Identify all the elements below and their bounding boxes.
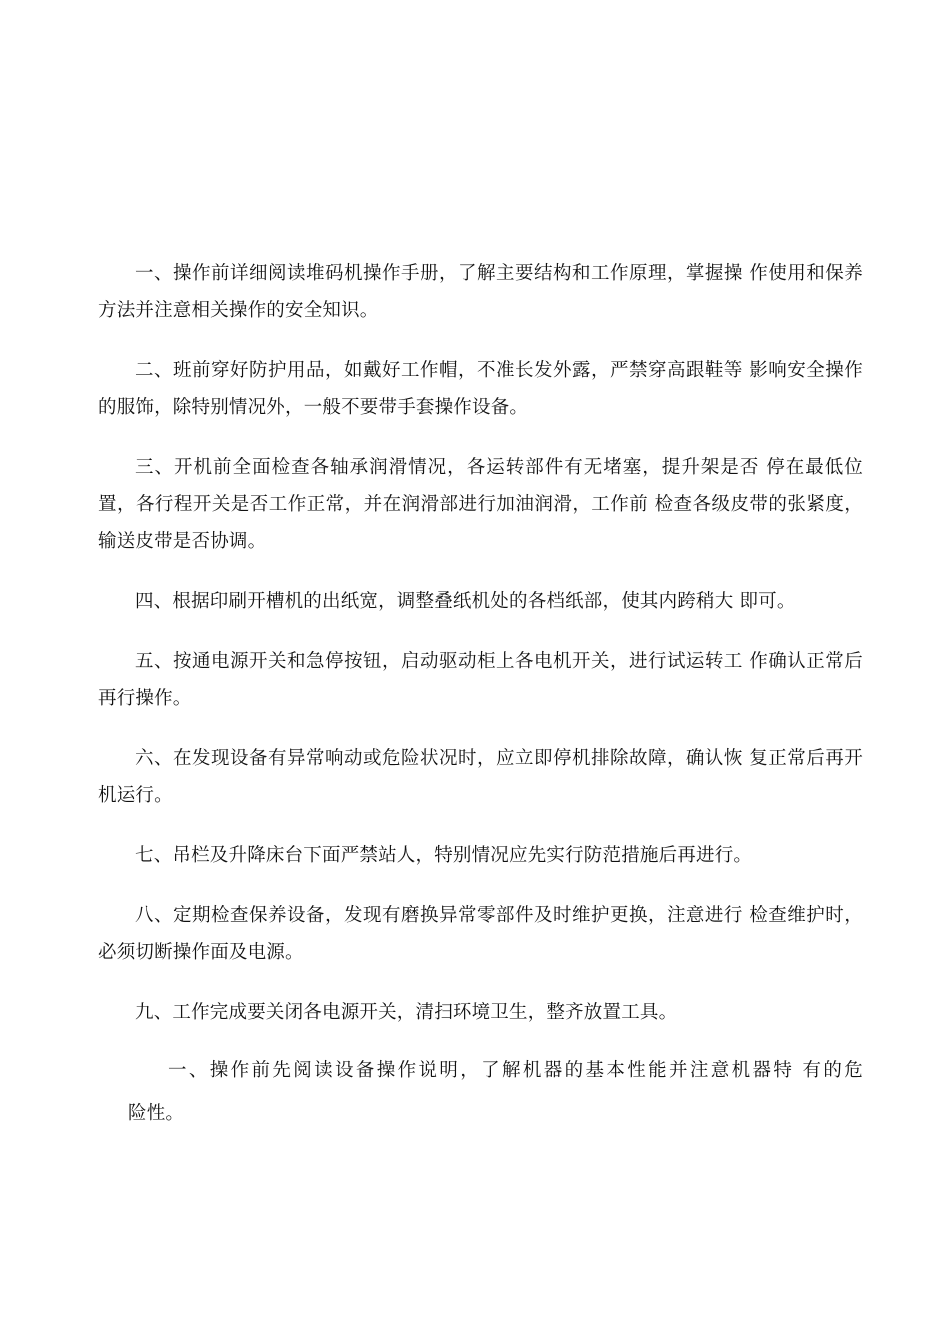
final-paragraph bbox=[98, 1052, 863, 1132]
final-paragraph-line-2: 险性。 bbox=[128, 1103, 185, 1124]
paragraph-3: 三、开机前全面检查各轴承润滑情况，各运转部件有无堵塞，提升架是否 停在最低位置，各行程开关是否工作正常，并在润滑部进行加油润滑，工作前 检查各级皮带的张紧度，输送皮带是否协调。 bbox=[98, 457, 863, 552]
final-paragraph-line-1: 一、操作前先阅读设备操作说明，了解机器的基本性能并注意机器特 有的危 bbox=[168, 1060, 863, 1081]
paragraph-4: 四、根据印刷开槽机的出纸宽，调整叠纸机处的各档纸部，使其内跨稍大 即可。 bbox=[135, 591, 796, 612]
document-body bbox=[98, 255, 863, 1132]
paragraph-6: 六、在发现设备有异常响动或危险状况时，应立即停机排除故障，确认恢 复正常后再开机运行。 bbox=[98, 748, 863, 806]
paragraph-8: 八、定期检查保养设备，发现有磨换异常零部件及时维护更换，注意进行 检查维护时，必须切断操作面及电源。 bbox=[98, 905, 863, 963]
paragraph-7: 七、吊栏及升降床台下面严禁站人，特别情况应先实行防范措施后再进行。 bbox=[135, 845, 753, 866]
paragraph-9: 九、工作完成要关闭各电源开关，清扫环境卫生，整齐放置工具。 bbox=[135, 1002, 678, 1023]
paragraph-2: 二、班前穿好防护用品，如戴好工作帽，不准长发外露，严禁穿高跟鞋等 影响安全操作的服饰，除特别情况外，一般不要带手套操作设备。 bbox=[98, 360, 863, 418]
paragraph-1: 一、操作前详细阅读堆码机操作手册，了解主要结构和工作原理，掌握操 作使用和保养方法并注意相关操作的安全知识。 bbox=[98, 263, 863, 321]
paragraph-5: 五、按通电源开关和急停按钮，启动驱动柜上各电机开关，进行试运转工 作确认正常后再行操作。 bbox=[98, 651, 863, 709]
